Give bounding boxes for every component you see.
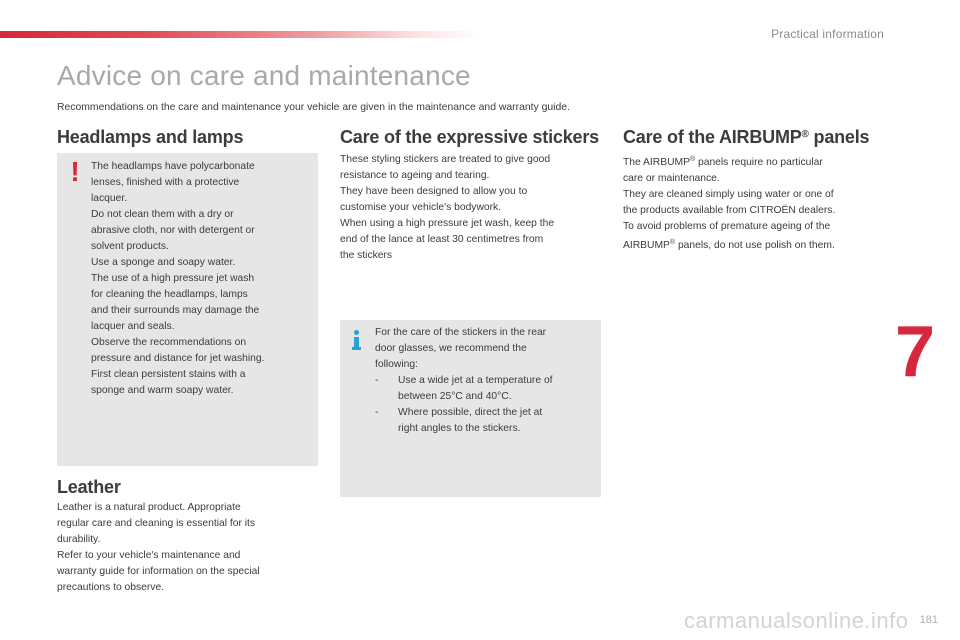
bullet-dash: - [375,375,379,386]
info-icon [349,330,363,350]
stickers-info-intro: For the care of the stickers in the rear door glasses, we recommend the following: [375,327,547,370]
leather-heading: Leather [57,477,121,497]
headlamps-warning-box [57,153,318,466]
leather-text: Leather is a natural product. Appropriate regular care and cleaning is essential for its durability. Refer to your vehicle's maintenance and warranty guide for information on the special precautions to observe. [57,502,260,593]
watermark: carmanualsonline.info [684,608,909,633]
bullet-dash: - [375,407,379,418]
exclamation-icon: ! [70,156,80,187]
headlamps-warning-text: The headlamps have polycarbonate lenses, finished with a protective lacquer. Do not clean them with a dry or abrasive cloth, nor with detergent or solvent products. Use a sponge and soapy water. The use of a high pressure jet wash for cleaning the headlamps, lamps and their surrounds may damage the lacquer and seals. Observe the recommendations on pressure and distance for jet washing. First clean persistent stains with a sponge and warm soapy water. [91,161,265,396]
stickers-info-box [340,320,601,497]
stickers-heading: Care of the expressive stickers [340,127,599,147]
headlamps-heading: Headlamps and lamps [57,127,244,147]
page-title: Advice on care and maintenance [57,60,471,91]
intro-text: Recommendations on the care and maintenance your vehicle are given in the maintenance and warranty guide. [57,102,570,113]
page-number: 181 [919,614,938,626]
section-header: Practical information [771,27,884,41]
top-accent-bar [0,31,480,38]
airbump-heading: Care of the AIRBUMP® panels [623,127,870,147]
stickers-info-bullet: Where possible, direct the jet at right angles to the stickers. [398,407,543,434]
chapter-number: 7 [895,312,936,392]
stickers-info-bullet: Use a wide jet at a temperature of between 25°C and 40°C. [398,375,553,402]
stickers-text: These styling stickers are treated to give good resistance to ageing and tearing. They have been designed to allow you to customise your vehicle's bodywork. When using a high pressure jet wash, keep the end of the lance at least 30 centimetres from the stickers [340,154,555,261]
airbump-text: The AIRBUMP® panels require no particular care or maintenance. They are cleaned simply using water or one of the products available from CITROËN dealers. To avoid problems of premature ageing of the AIRBUMP® panels, do not use polish on them. [623,156,836,251]
